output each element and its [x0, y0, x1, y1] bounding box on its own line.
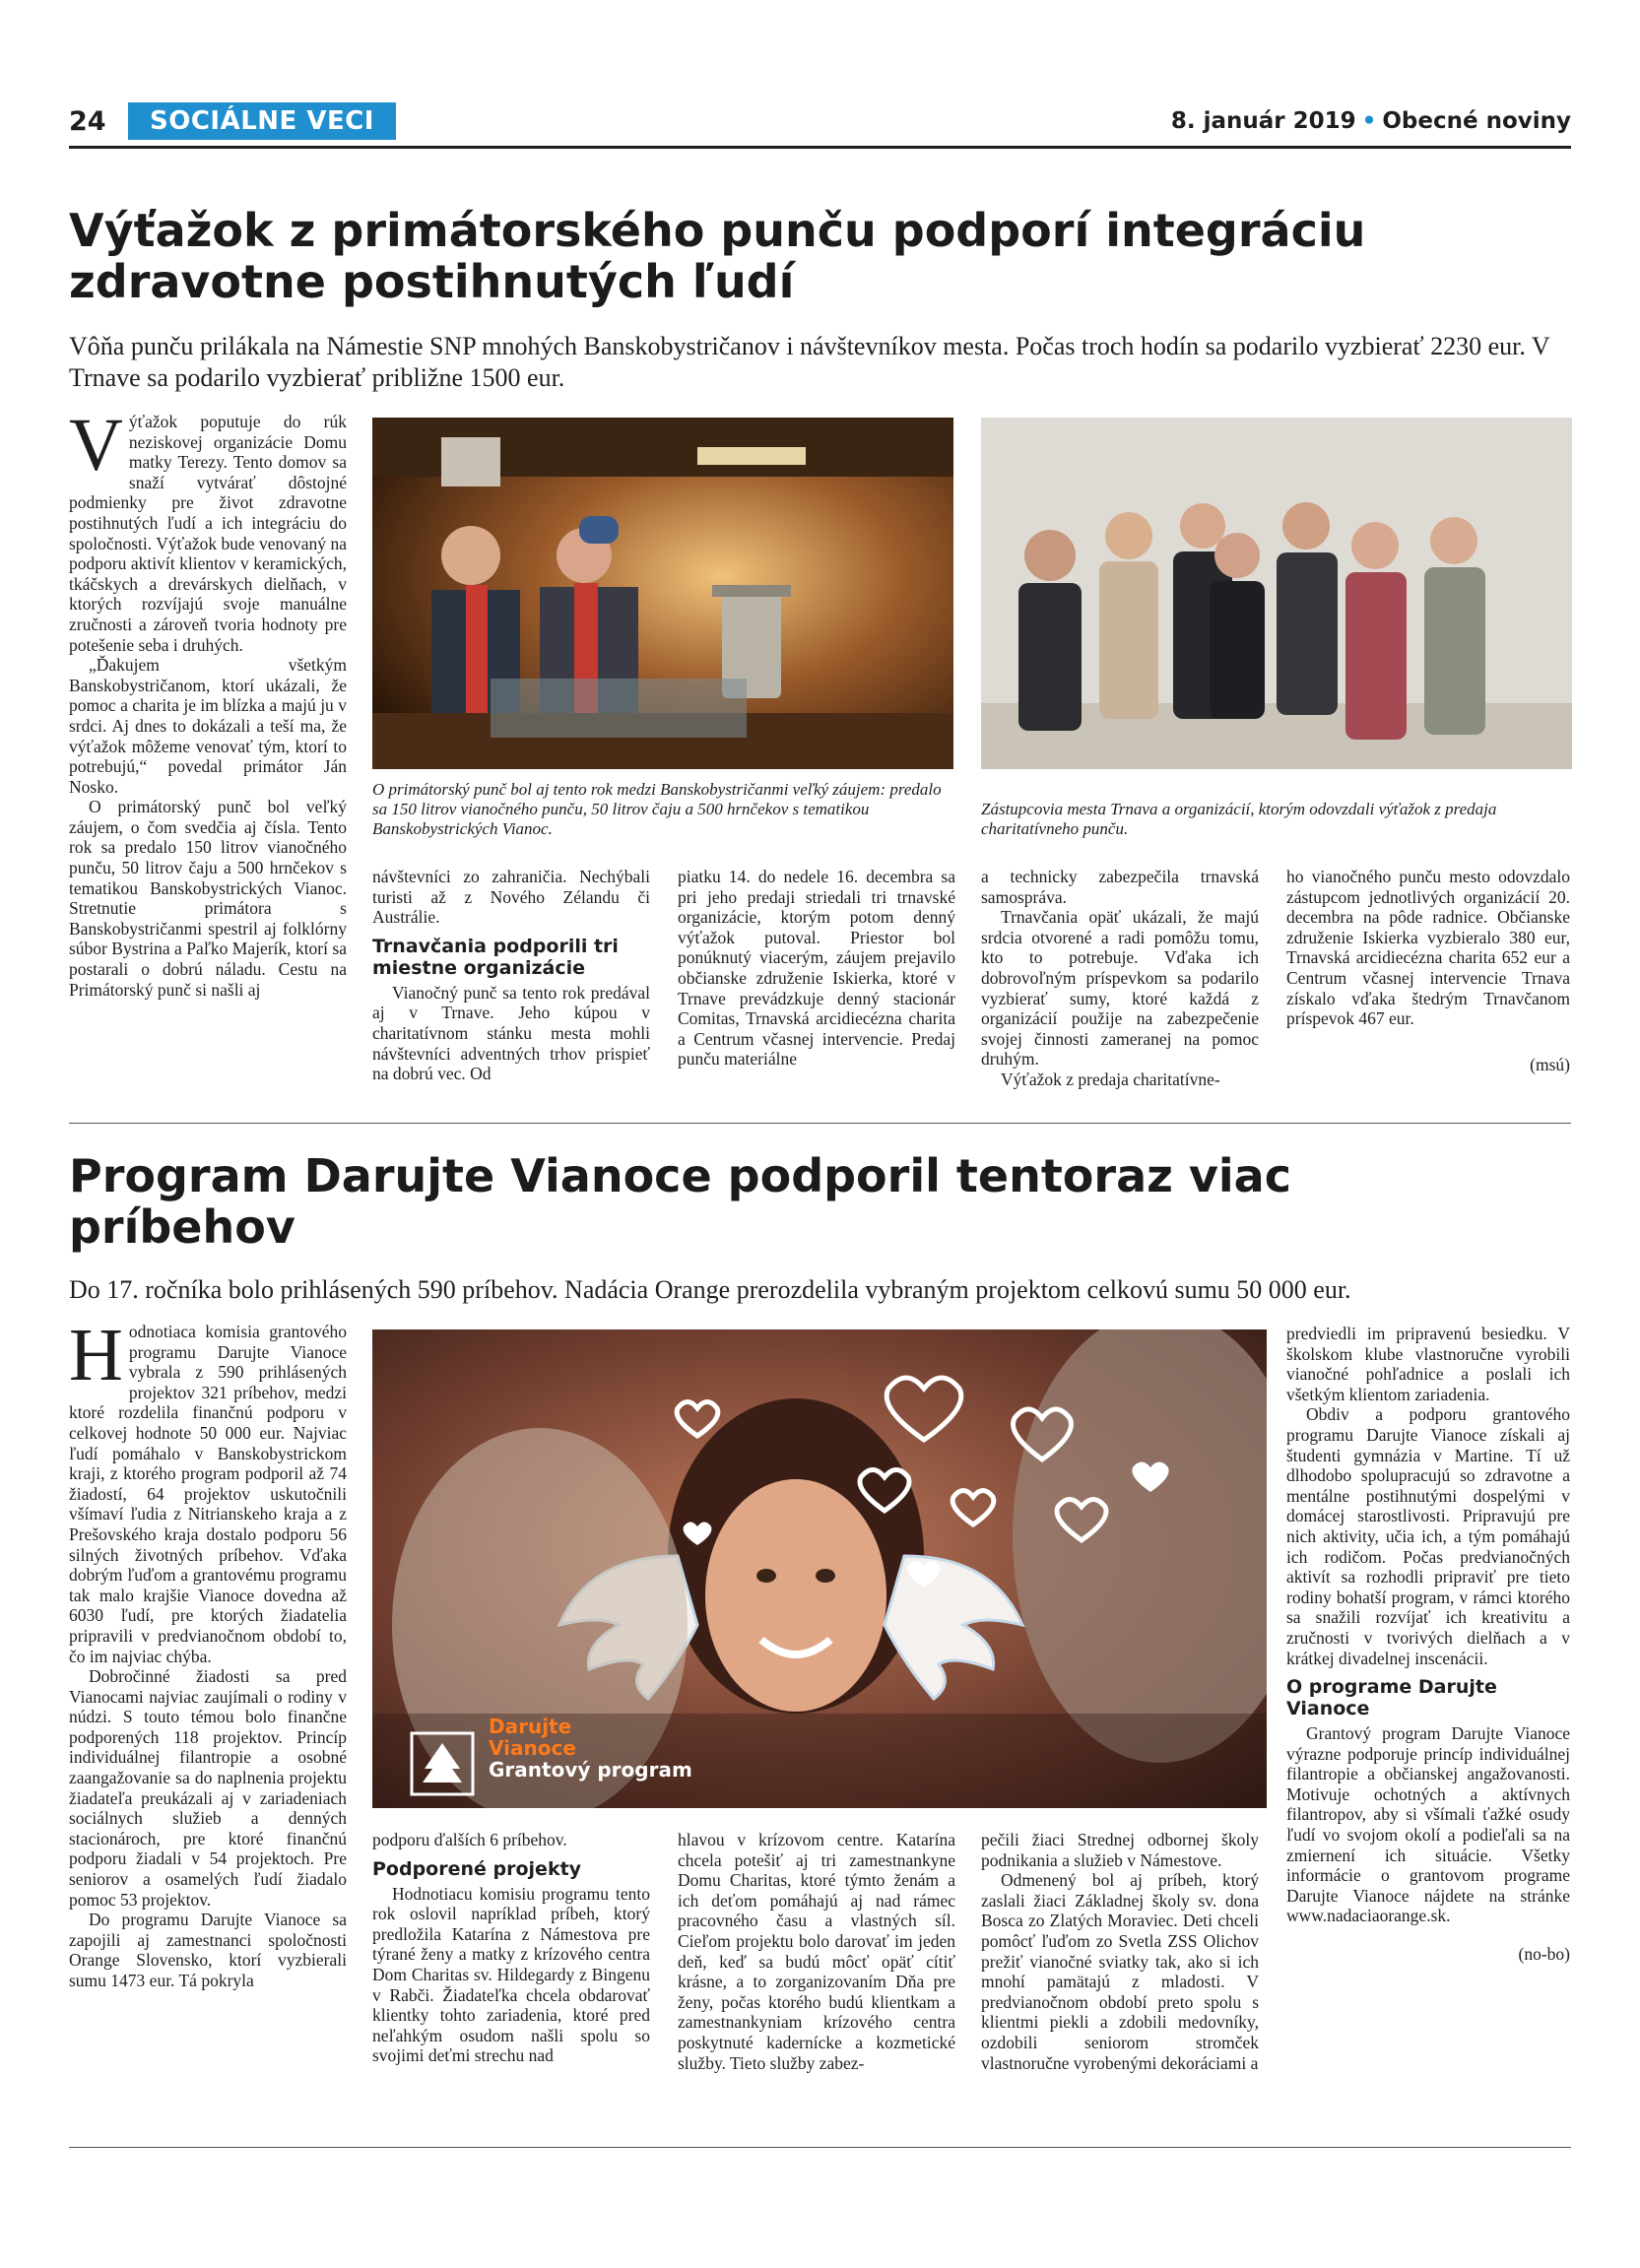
- article2-paragraph: Odmenený bol aj príbeh, ktorý zaslali žiaci Základnej školy sv. dona Bosca zo Zlatých Moraviec. Deti chceli pomôcť ľuďom zo Svetla ZSS Olichov prežiť vianočné sviatky tak, ako si ich mnohí pamätajú z mladosti. V predvianočnom období preto spolu s klientmi piekli a zdobili medovníky, ozdobili seniorom stromček vlastnoručne vyrobenými dekoráciami a: [981, 1870, 1259, 2073]
- logo-line-1: Darujte: [489, 1715, 572, 1738]
- article1-title-line1: Výťažok z primátorského punču podporí integráciu: [69, 204, 1366, 257]
- article1-column-2: [372, 867, 650, 1084]
- article2-paragraph: Hodnotiaca komisia grantového programu Darujte Vianoce vybrala z 590 prihlásených projektov 321 príbehov, medzi ktoré rozdelila finančnú podporu v celkovej hodnote 50 000 eur. Najviac ľudí pomáhalo v Banskobystrickom kraji, z ktorého program podporil až 74 žiadostí, 64 projektov uskutočnili všímaví ľudia z Nitrianskeho kraja a z Prešovského kraja dostalo podporu 56 silných životných príbehov. Vďaka dobrým ľuďom a grantovému programu tak malo krajšie Vianoce dovedna až 6030 ľudí, pre ktorých žiadatelia pripravili v predvianočnom období to, čo im najviac chýba.: [69, 1314, 347, 1666]
- group-photo-image: [981, 418, 1572, 769]
- article1-paragraph: „Ďakujem všetkým Banskobystričanom, ktorí ukázali, že pomoc a charita je im blízka a majú ju v srdci. Aj dnes to dokázali a teší ma, že výťažok môžeme venovať tým, ktorí to potrebujú,“ povedal primátor Ján Nosko.: [69, 655, 347, 797]
- article2-subheading: O programe Darujte Vianoce: [1286, 1676, 1497, 1720]
- article2-lead: Do 17. ročníka bolo prihlásených 590 príbehov. Nadácia Orange prerozdelila vybraným projektom celkovú sumu 50 000 eur.: [69, 1275, 1351, 1304]
- masthead-info: [1171, 108, 1571, 134]
- logo-line-3: Grantový program: [489, 1758, 692, 1782]
- article1-signature: (msú): [1530, 1054, 1570, 1074]
- article-divider: [69, 1123, 1571, 1124]
- article2-paragraph: pečili žiaci Strednej odbornej školy podnikania a služieb v Námestove.: [981, 1830, 1259, 1870]
- page-number: 24: [69, 106, 106, 137]
- article2-paragraph: Do programu Darujte Vianoce sa zapojili aj zamestnanci spoločnosti Orange Slovensko, ktorí vyzbierali sumu 1473 eur. Tá pokryla: [69, 1910, 347, 1990]
- article2-column-5: [1286, 1324, 1570, 1965]
- article2-title-line2: príbehov: [69, 1200, 295, 1254]
- article2-signature: (no-bo): [1518, 1944, 1570, 1965]
- article1-lead: Vôňa punču prilákala na Námestie SNP mnohých Banskobystričanov i návštevníkov mesta. Počas troch hodín sa podarilo vyzbierať 2230 eur. V Trnave sa podarilo vyzbierať približne 1500 eur.: [69, 332, 1550, 392]
- article1-column-3: [678, 867, 955, 1069]
- article1-paragraph: piatku 14. do nedele 16. decembra sa pri jeho predaji striedali tri trnavské organizácie, ktorým potom denný výťažok putoval. Priestor bol ponúknutý viacerým, záujem prejavilo občianske združenie Iskierka, ktoré v Trnave prevádzkuje denný stacionár Comitas, Trnavská arcidiecézna charita a Centrum včasnej intervencie. Predaj punču materiálne: [678, 867, 955, 1069]
- article1-paragraph: návštevníci zo zahraničia. Nechýbali turisti až z Nového Zélandu či Austrálie.: [372, 867, 650, 928]
- article1-paragraph: Výťažok z predaja charitatívne-: [1001, 1069, 1220, 1089]
- article2-paragraph: Grantový program Darujte Vianoce výrazne podporuje princíp individuálnej filantropie a občianskej angažovanosti. Motivuje ochotných a aktívnych filantropov, aby si všímali ťažké osudy ľudí vo svojom okolí a podieľali sa na zmiernení ich situácie. Všetky informácie o grantovom programe Darujte Vianoce nájdete na stránke www.nadaciaorange.sk.: [1286, 1723, 1570, 1926]
- photo2-caption: Zástupcovia mesta Trnava a organizácií, ktorým odovzdali výťažok z predaja charitatívneho punču.: [981, 800, 1497, 838]
- article1-paragraph: O primátorský punč bol veľký záujem, o čom svedčia aj čísla. Tento rok sa predalo 150 litrov vianočného punču, 50 litrov čaju a 500 hrnčekov s tematikou Banskobystrických Vianoc. Stretnutie primátora s Banskobystričanmi spestril aj folklórny súbor Bystrina a Paľko Majerík, ktorí sa postarali o dobrú náladu. Cestu na Primátorský punč si našli aj: [69, 797, 347, 1000]
- article1-title: [69, 205, 1546, 307]
- article1-column-4: [981, 867, 1259, 1090]
- photo-punch-stand: [372, 418, 953, 769]
- article2-column-4: [981, 1830, 1259, 2073]
- dropcap: V: [69, 404, 123, 486]
- logo-text: [489, 1716, 692, 1781]
- article2-title: [69, 1150, 1546, 1253]
- article2-paragraph: predviedli im pripravenú besiedku. V školskom klube vlastnoručne vyrobili vianočné pohľadnice a poslali ich všetkým klientom zariadenia.: [1286, 1324, 1570, 1404]
- article2-paragraph: hlavou v krízovom centre. Katarína chcela potešiť aj tri zamestnankyne Domu Charitas, ktoré týmto ženám a ich deťom pomáhajú aj nad rámec pracovného času a vlastných síl. Cieľom projektu bolo darovať im jeden deň, keď sa budú môcť opäť cítiť krásne, a to zorganizovaním Dňa pre ženy, počas ktorého budú klientkam a zamestnankyniam krízového centra poskytnuté kadernícke a kozmetické služby. Tieto služby zabez-: [678, 1830, 955, 2073]
- article1-subheading: Trnavčania podporili tri miestne organizácie: [372, 935, 619, 979]
- section-label: SOCIÁLNE VECI: [128, 102, 396, 140]
- article2-paragraph: Obdiv a podporu grantového programu Darujte Vianoce získali aj študenti gymnázia v Martine. Tí už dlhodobo spolupracujú so zdravotne a mentálne postihnutými dospelými v domácej starostlivosti. Pripravujú pre nich aktivity, učia ich, a tým pomáhajú ich rodičom. Počas predvianočných aktivít sa rozhodli pripraviť pre tieto rodiny bohatší program, v rámci ktorého sa snažili rozvíjať ich kreativitu a zručnosti v tvorivých dielňach a v krátkej divadelnej inscenácii.: [1286, 1404, 1570, 1668]
- article2-column-1: [69, 1314, 347, 1991]
- bottom-rule: [69, 2147, 1571, 2148]
- article1-paragraph: ho vianočného punču mesto odovzdalo zástupcom jednotlivých organizácií 20. decembra na pôde radnice. Občianske združenie Iskierka vyzbieralo 380 eur, Trnavská arcidiecézna charita 652 eur a Centrum včasnej intervencie Trnava získalo vďaka štedrým Trnavčanom príspevok 467 eur.: [1286, 867, 1570, 1029]
- article2-column-2: [372, 1830, 650, 2066]
- article1-paragraph: a technicky zabezpečila trnavská samospráva.: [981, 867, 1259, 907]
- newspaper-name: Obecné noviny: [1382, 108, 1571, 134]
- article2-title-line1: Program Darujte Vianoce podporil tentoraz viac: [69, 1149, 1291, 1202]
- dropcap: H: [69, 1314, 123, 1396]
- article1-column-5: [1286, 867, 1570, 1074]
- article2-subheading: Podporené projekty: [372, 1857, 582, 1880]
- article2-column-3: [678, 1830, 955, 2073]
- article2-paragraph: Dobročinné žiadosti sa pred Vianocami najviac zaujímali o rodiny v núdzi. S touto témou bolo finančne podporených 118 projektov. Princíp individuálnej filantropie a osobné zaangažovanie sa do naplnenia projektu žiadateľa preukázali aj v zariadeniach sociálnych služieb a denných stacionároch, pre ktoré finančnú podporu žiadali v 54 projektoch. Pre seniorov a osamelých ľudí žiadalo pomoc 53 projektov.: [69, 1666, 347, 1910]
- article1-column-1: [69, 404, 347, 1000]
- article2-paragraph: podporu ďalších 6 príbehov.: [372, 1830, 567, 1849]
- darujte-vianoce-image: [372, 1329, 1267, 1808]
- photo-group-representatives: [981, 418, 1572, 769]
- logo-line-2: Vianoce: [489, 1736, 576, 1760]
- issue-date: 8. január 2019: [1170, 108, 1356, 134]
- article1-paragraph: Výťažok poputuje do rúk neziskovej organizácie Domu matky Terezy. Tento domov sa snaží vytvárať dôstojné podmienky pre život zdravotne postihnutých ľudí a ich integráciu do spoločnosti. Výťažok bude venovaný na podporu aktivít klientov v keramických, tkáčskych a drevárskych dielňach, v ktorých rozvíjajú svoje manuálne zručnosti a zároveň tvoria hodnoty pre potešenie seba i druhých.: [69, 404, 347, 655]
- article1-paragraph: Vianočný punč sa tento rok predával aj v Trnave. Jeho kúpou v charitatívnom stánku mesta mohli návštevníci adventných trhov prispieť na dobrú vec. Od: [372, 982, 650, 1084]
- article2-paragraph: Hodnotiacu komisiu programu tento rok oslovil napríklad príbeh, ktorý predložila Katarína z Námestova pre týrané ženy a matky z krízového centra Dom Charitas sv. Hildegardy z Bingenu v Rabči. Žiadateľka chcela obdarovať klientky tohto zariadenia, ktoré pred neľahkým osudom našli spolu so svojimi deťmi strechu nad: [372, 1883, 650, 2066]
- article1-title-line2: zdravotne postihnutých ľudí: [69, 255, 795, 308]
- header-rule: [69, 146, 1571, 149]
- article1-paragraph: Trnavčania opäť ukázali, že majú srdcia otvorené a radi pomôžu tomu, kto to potrebuje. Vďaka ich dobrovoľným príspevkom sa podarilo vyzbierať sumy, ktoré každá z organizácií použije na zabezpečenie svojej činnosti zameranej na pomoc druhým.: [981, 907, 1259, 1069]
- punch-stand-image: [372, 418, 953, 769]
- separator-dot: •: [1361, 108, 1377, 134]
- photo1-caption: O primátorský punč bol aj tento rok medzi Banskobystričanmi veľký záujem: predalo sa 150 litrov vianočného punču, 50 litrov čaju a 500 hrnčekov s tematikou Banskobystrických Vianoc.: [372, 780, 942, 838]
